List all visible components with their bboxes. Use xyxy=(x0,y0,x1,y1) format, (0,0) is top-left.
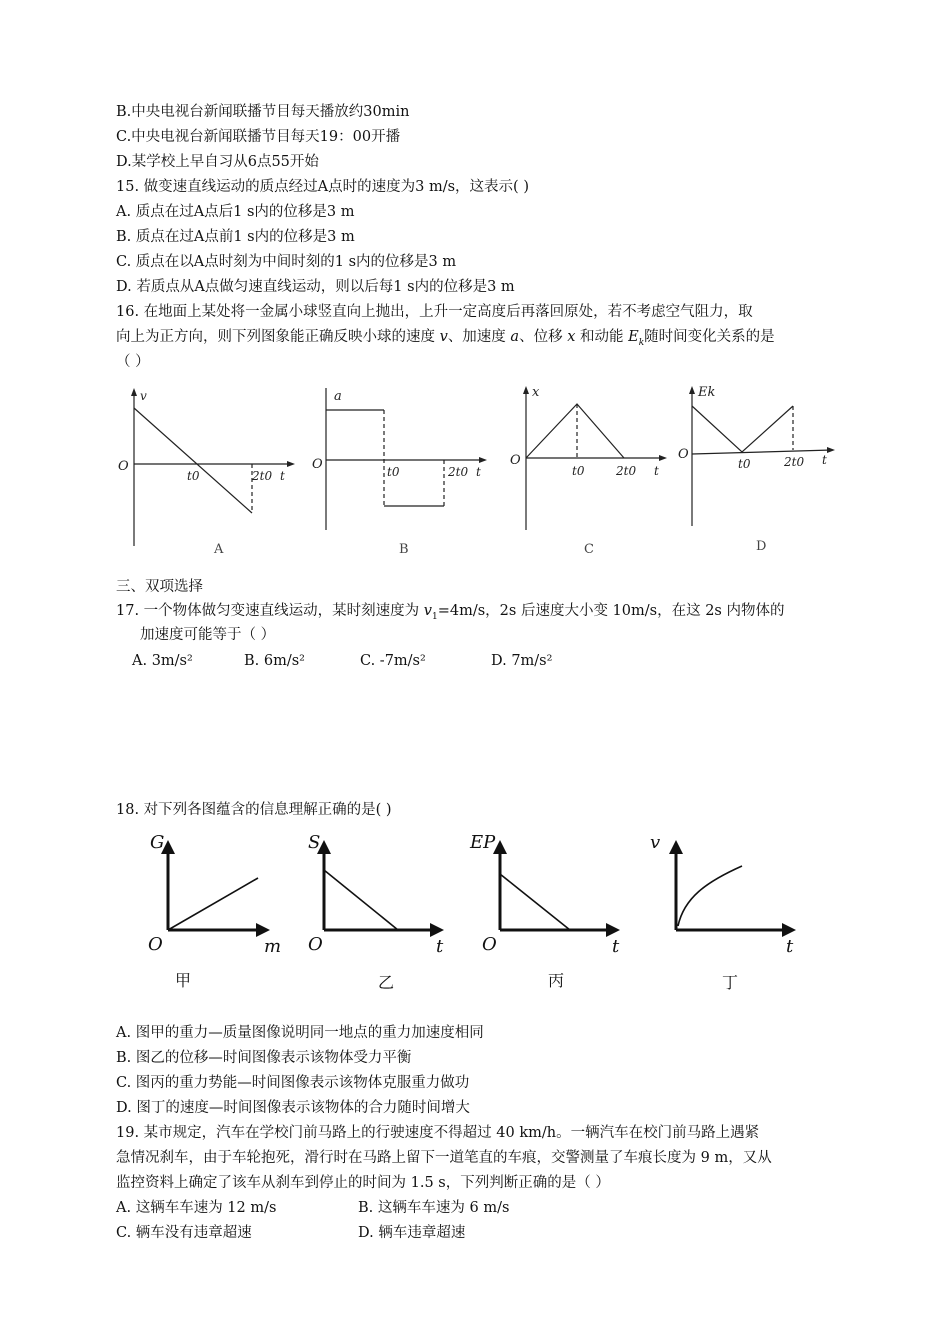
q16-a-origin: O xyxy=(118,459,129,474)
q15-option-a: A. 质点在过A点后1 s内的位移是3 m xyxy=(116,204,355,220)
svg-text:O: O xyxy=(510,453,521,468)
q18-caption-jia: 甲 xyxy=(175,971,192,990)
svg-text:O: O xyxy=(312,457,323,472)
q18-graphs xyxy=(140,826,820,996)
q19-option-c: C. 辆车没有违章超速 xyxy=(116,1225,252,1241)
q16-stem-line1: 16. 在地面上某处将一金属小球竖直向上抛出，上升一定高度后再落回原处，若不考虑空气阻力，取 xyxy=(116,304,753,320)
q16-b-caption: B xyxy=(399,542,409,557)
svg-text:t: t xyxy=(280,469,285,483)
q16-c-caption: C xyxy=(584,542,594,557)
q16-b-ylabel: a xyxy=(334,389,342,404)
q14-option-c: C.中央电视台新闻联播节目每天19：00开播 xyxy=(116,129,401,145)
q18-graph-yi xyxy=(317,840,444,937)
q18-jia-ylabel: G xyxy=(150,832,165,853)
q17-option-a: A. 3m/s² xyxy=(132,653,193,669)
svg-text:O: O xyxy=(148,934,163,955)
q16-c-ylabel: x xyxy=(532,385,540,400)
q19-stem-line1: 19. 某市规定，汽车在学校门前马路上的行驶速度不得超过 40 km/h。一辆汽车在校门前马路上遇紧 xyxy=(116,1125,760,1141)
q16-graph-b xyxy=(312,388,487,557)
svg-text:t0: t0 xyxy=(187,469,200,483)
q16-graph-c xyxy=(510,385,667,557)
q17-stem-line1: 17. 一个物体做匀变速直线运动，某时刻速度为 $v_1=4m/s$，2s 后速度大小变 10m/s，在这 2s 内物体的 xyxy=(116,603,785,622)
q16-stem-line3: （ ） xyxy=(116,354,150,370)
q15-stem: 15. 做变速直线运动的质点经过A点时的速度为3 m/s，这表示( ) xyxy=(116,179,529,195)
q18-yi-xlabel: t xyxy=(436,936,444,957)
svg-text:2t0: 2t0 xyxy=(252,469,273,483)
q16-d-ylabel: Ek xyxy=(698,385,716,400)
q15-option-b: B. 质点在过A点前1 s内的位移是3 m xyxy=(116,229,355,245)
svg-text:O: O xyxy=(482,934,497,955)
q18-option-c: C. 图丙的重力势能—时间图像表示该物体克服重力做功 xyxy=(116,1075,470,1091)
q18-graph-ding xyxy=(669,840,796,937)
svg-text:t0: t0 xyxy=(572,464,585,478)
svg-text:t0: t0 xyxy=(387,465,400,479)
svg-text:2t0: 2t0 xyxy=(616,464,637,478)
q19-stem-line3: 监控资料上确定了该车从刹车到停止的时间为 1.5 s，下列判断正确的是（ ） xyxy=(116,1175,610,1191)
q15-option-d: D. 若质点从A点做匀速直线运动，则以后每1 s内的位移是3 m xyxy=(116,279,515,295)
q18-ding-ylabel: v xyxy=(650,832,661,853)
q17-option-c: C. -7m/s² xyxy=(360,653,426,669)
section-title: 三、双项选择 xyxy=(116,579,203,595)
q17-option-b: B. 6m/s² xyxy=(244,653,305,669)
q18-bing-ylabel: EP xyxy=(470,832,496,853)
svg-text:t: t xyxy=(654,464,659,478)
svg-text:t: t xyxy=(822,453,827,467)
q16-d-caption: D xyxy=(756,539,767,554)
q18-graph-jia xyxy=(161,840,270,937)
svg-text:O: O xyxy=(678,447,689,462)
q16-graph-a xyxy=(118,388,295,557)
q18-yi-ylabel: S xyxy=(308,832,321,853)
q19-option-a: A. 这辆车车速为 12 m/s xyxy=(116,1200,277,1216)
q18-caption-bing: 丙 xyxy=(548,971,565,990)
q17-option-d: D. 7m/s² xyxy=(491,653,553,669)
q18-option-d: D. 图丁的速度—时间图像表示该物体的合力随时间增大 xyxy=(116,1100,470,1116)
q18-option-a: A. 图甲的重力—质量图像说明同一地点的重力加速度相同 xyxy=(116,1025,484,1041)
svg-text:t: t xyxy=(476,465,481,479)
q17-stem-line2: 加速度可能等于（ ） xyxy=(140,627,276,643)
svg-text:2t0: 2t0 xyxy=(448,465,469,479)
q18-bing-xlabel: t xyxy=(612,936,620,957)
q16-a-caption: A xyxy=(214,542,224,557)
q19-stem-line2: 急情况刹车，由于车轮抱死，滑行时在马路上留下一道笔直的车痕，交警测量了车痕长度为 9 m，又从 xyxy=(116,1150,772,1166)
q14-option-b: B.中央电视台新闻联播节目每天播放约30min xyxy=(116,104,410,120)
q19-option-b: B. 这辆车车速为 6 m/s xyxy=(358,1200,510,1216)
q18-option-b: B. 图乙的位移—时间图像表示该物体受力平衡 xyxy=(116,1050,412,1066)
q18-caption-yi: 乙 xyxy=(378,973,395,992)
svg-text:t0: t0 xyxy=(738,457,751,471)
svg-text:2t0: 2t0 xyxy=(784,455,805,469)
q18-ding-xlabel: t xyxy=(786,936,794,957)
q18-stem: 18. 对下列各图蕴含的信息理解正确的是( ) xyxy=(116,802,392,818)
q18-jia-xlabel: m xyxy=(264,936,282,957)
q15-option-c: C. 质点在以A点时刻为中间时刻的1 s内的位移是3 m xyxy=(116,254,457,270)
q16-a-ylabel: v xyxy=(140,389,147,403)
q19-option-d: D. 辆车违章超速 xyxy=(358,1225,466,1241)
q14-option-d: D.某学校上早自习从6点55开始 xyxy=(116,154,319,170)
q18-graph-bing xyxy=(493,840,620,937)
q16-graph-d xyxy=(678,385,835,554)
q18-caption-ding: 丁 xyxy=(722,973,739,992)
q16-graphs xyxy=(112,378,842,558)
svg-text:O: O xyxy=(308,934,323,955)
q16-stem-line2: 向上为正方向，则下列图象能正确反映小球的速度 v、加速度 a、位移 x 和动能 $E_k$随时间变化关系的是 xyxy=(116,329,775,348)
